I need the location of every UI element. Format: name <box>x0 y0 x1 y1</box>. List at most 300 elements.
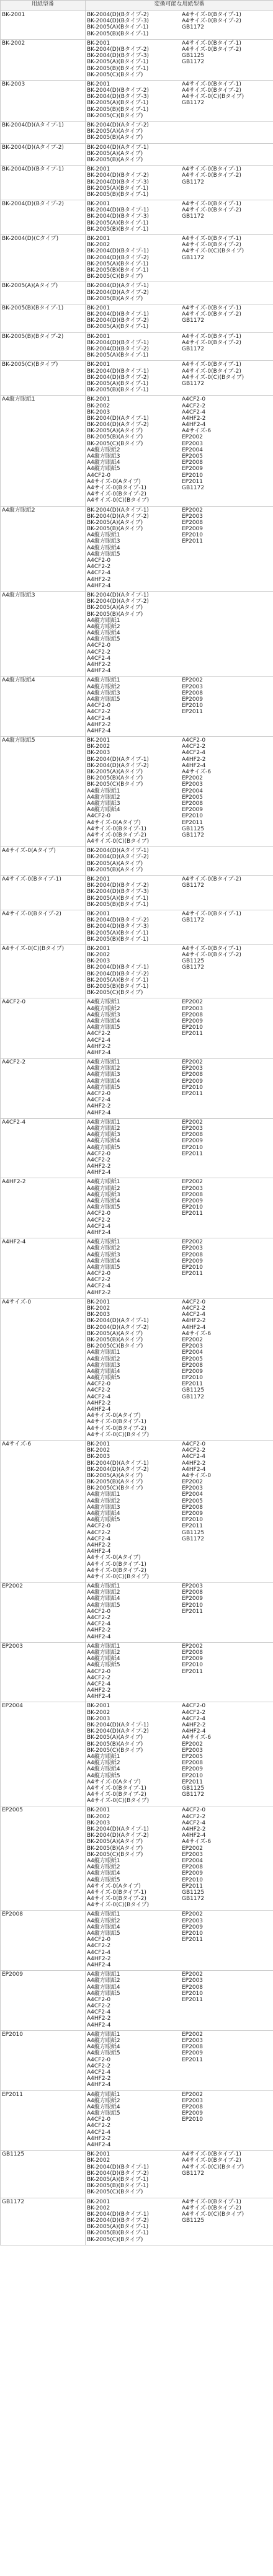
paper-model-cell <box>1 998 86 1059</box>
convertible-model: A4HF2-2 <box>87 2076 111 2082</box>
convertible-cell <box>86 235 273 282</box>
convertible-cell <box>86 910 273 944</box>
convertible-column-left <box>87 122 179 141</box>
convertible-list <box>87 122 272 141</box>
convertible-model: A4縦方眼紙5 <box>87 1772 120 1779</box>
convertible-model: EP2011 <box>182 1381 204 1388</box>
convertible-model: A4縦方眼紙5 <box>87 1602 120 1609</box>
convertible-column-left <box>87 1583 179 1640</box>
convertible-list <box>87 848 272 873</box>
paper-model: A4縦方眼紙2 <box>2 507 35 513</box>
convertible-model: A4HF2-2 <box>87 1163 111 1170</box>
convertible-cell <box>86 1911 273 1971</box>
convertible-model: A4縦方眼紙2 <box>87 1065 120 1072</box>
convertible-model: BK-2004(D)(Aタイプ-1) <box>87 1460 149 1467</box>
convertible-model: BK-2004(D)(Aタイプ-2) <box>87 854 149 861</box>
convertible-column-right <box>179 1441 273 1580</box>
convertible-model: A4縦方眼紙5 <box>87 1930 120 1937</box>
convertible-column-right <box>179 305 273 331</box>
paper-model-cell <box>1 2030 86 2090</box>
convertible-model: A4CF2-0 <box>87 1937 111 1943</box>
convertible-model: A4HF2-4 <box>87 1109 111 1116</box>
convertible-model: A4縦方眼紙4 <box>87 1198 120 1204</box>
convertible-model: A4縦方眼紙4 <box>87 1078 120 1085</box>
convertible-model: EP2004 <box>182 1349 204 1356</box>
convertible-model: GB1172 <box>182 254 205 261</box>
convertible-model: EP2002 <box>182 1479 204 1486</box>
convertible-model: EP2009 <box>182 1924 204 1930</box>
paper-model: A4CF2-2 <box>2 1059 26 1066</box>
convertible-model: BK-2001 <box>87 166 110 173</box>
convertible-model: A4CF2-2 <box>87 2003 111 2010</box>
convertible-model: A4縦方眼紙2 <box>87 446 120 453</box>
convertible-model: A4サイズ-0(Bタイプ-1) <box>182 362 241 368</box>
convertible-model: A4サイズ-6 <box>182 1839 212 1845</box>
convertible-model: EP2008 <box>182 1864 204 1871</box>
convertible-model: EP2009 <box>182 807 204 814</box>
convertible-model: BK-2005(A)(Bタイプ-1) <box>87 100 149 107</box>
convertible-column-right <box>179 848 273 873</box>
convertible-list <box>87 12 272 37</box>
convertible-model: EP2009 <box>182 696 204 703</box>
convertible-model: BK-2004(D)(Aタイプ-1) <box>87 1722 149 1728</box>
convertible-model: A4縦方眼紙5 <box>87 1375 120 1382</box>
table-row <box>1 1238 273 1299</box>
convertible-column-right <box>179 1239 273 1296</box>
convertible-model: BK-2005(A)(Bタイプ-1) <box>87 24 149 31</box>
convertible-cell <box>86 506 273 591</box>
convertible-model: BK-2005(A)(Aタイプ) <box>87 1734 143 1741</box>
convertible-column-left <box>87 1299 179 1438</box>
convertible-model: EP2002 <box>182 677 204 684</box>
convertible-model: EP2009 <box>182 1766 204 1773</box>
convertible-model: GB1172 <box>182 964 205 971</box>
convertible-model: A4縦方眼紙5 <box>87 1876 120 1883</box>
convertible-model: BK-2004(D)(Aタイプ-2) <box>87 1324 149 1331</box>
convertible-model: A4HF2-2 <box>87 2015 111 2022</box>
convertible-model: A4縦方眼紙3 <box>87 1132 120 1139</box>
convertible-model: EP2005 <box>182 453 204 460</box>
convertible-model: A4縦方眼紙1 <box>87 1583 120 1590</box>
convertible-model: A4CF2-4 <box>182 409 206 415</box>
convertible-model: A4縦方眼紙1 <box>87 1643 120 1650</box>
convertible-model: A4CF2-4 <box>182 1454 206 1460</box>
convertible-model: A4CF2-0 <box>87 2056 111 2063</box>
paper-model-cell <box>1 1806 86 1911</box>
paper-model-cell <box>1 1238 86 1299</box>
convertible-model: EP2002 <box>182 1119 204 1126</box>
convertible-model: BK-2005(A)(Bタイプ-1) <box>87 185 149 192</box>
convertible-model: A4サイズ-0(C)(Bタイプ) <box>87 1798 150 1805</box>
convertible-model: EP2008 <box>182 1011 204 1018</box>
paper-model: EP2010 <box>2 2031 24 2038</box>
convertible-model: A4CF2-4 <box>87 1535 111 1542</box>
convertible-model: A4縦方眼紙5 <box>87 636 120 643</box>
convertible-model: EP2008 <box>182 690 204 696</box>
paper-model-cell <box>1 591 86 676</box>
convertible-model: A4サイズ-0(Bタイプ-1) <box>182 2151 241 2158</box>
convertible-column-right <box>179 946 273 997</box>
convertible-model: A4サイズ-0(Bタイプ-1) <box>87 484 146 491</box>
convertible-model: EP2009 <box>182 1018 204 1024</box>
convertible-model: A4縦方眼紙5 <box>87 1517 120 1524</box>
convertible-model: BK-2004(D)(Bタイプ-1) <box>87 339 149 346</box>
convertible-model: A4CF2-4 <box>87 1037 111 1044</box>
convertible-model: BK-2001 <box>87 910 110 917</box>
convertible-column-left <box>87 1239 179 1296</box>
convertible-model: A4縦方眼紙3 <box>87 690 120 696</box>
paper-model: BK-2004(D)(Bタイプ-2) <box>2 201 64 208</box>
convertible-model: A4HF2-4 <box>87 1229 111 1236</box>
convertible-model: A4縦方眼紙3 <box>87 1011 120 1018</box>
convertible-model: EP2002 <box>182 1643 204 1650</box>
convertible-column-right <box>179 1643 273 1700</box>
table-row <box>1 1971 273 2031</box>
convertible-model: A4縦方眼紙3 <box>87 1504 120 1511</box>
paper-model-cell <box>1 847 86 876</box>
convertible-cell <box>86 332 273 361</box>
convertible-column-right <box>179 236 273 280</box>
convertible-column-left <box>87 848 179 873</box>
paper-model: GB1172 <box>2 2198 25 2205</box>
table-row <box>1 282 273 304</box>
convertible-model: A4HF2-4 <box>182 1728 206 1735</box>
convertible-model: BK-2005(B)(Bタイプ-1) <box>87 387 149 394</box>
convertible-model: BK-2004(D)(Aタイプ-1) <box>87 144 149 151</box>
convertible-model: EP2005 <box>182 1753 204 1760</box>
convertible-model: BK-2004(D)(Aタイプ-2) <box>87 1832 149 1839</box>
convertible-model: EP2010 <box>182 1517 204 1524</box>
paper-model-cell <box>1 200 86 235</box>
convertible-model: BK-2005(B)(Aタイプ) <box>87 866 143 873</box>
convertible-list <box>87 201 272 233</box>
convertible-model: EP2011 <box>182 1523 204 1530</box>
convertible-model: BK-2005(C)(Bタイプ) <box>87 112 143 119</box>
convertible-model: A4縦方眼紙4 <box>87 1368 120 1375</box>
convertible-column-right <box>179 1807 273 1908</box>
paper-model-cell <box>1 1440 86 1582</box>
table-row <box>1 1911 273 1971</box>
convertible-model: A4縦方眼紙4 <box>87 807 120 814</box>
convertible-model: A4CF2-0 <box>87 1150 111 1157</box>
convertible-model: BK-2004(D)(Bタイプ-2) <box>87 2170 149 2177</box>
convertible-model: BK-2002 <box>87 1305 110 1312</box>
convertible-model: A4縦方眼紙5 <box>87 1990 120 1997</box>
table-row <box>1 1059 273 1119</box>
convertible-model: EP2002 <box>182 999 204 1006</box>
convertible-column-left <box>87 12 179 37</box>
convertible-model: A4CF2-2 <box>87 709 111 716</box>
convertible-column-right <box>179 2032 273 2089</box>
convertible-model: A4縦方眼紙4 <box>87 630 120 637</box>
convertible-model: A4CF2-4 <box>182 1819 206 1826</box>
convertible-model: EP2010 <box>182 703 204 709</box>
convertible-model: EP2002 <box>182 2091 204 2098</box>
convertible-model: A4縦方眼紙1 <box>87 1059 120 1066</box>
convertible-model: BK-2005(C)(Bタイプ) <box>87 1343 143 1350</box>
convertible-model: EP2009 <box>182 1368 204 1375</box>
convertible-model: BK-2005(C)(Bタイプ) <box>87 71 143 78</box>
convertible-model: BK-2004(D)(Aタイプ-1) <box>87 1318 149 1325</box>
convertible-model: A4縦方眼紙5 <box>87 466 120 473</box>
convertible-model: EP2002 <box>182 1845 204 1852</box>
convertible-model: BK-2005(C)(Bタイプ) <box>87 1747 143 1754</box>
paper-model: A4HF2-2 <box>2 1179 26 1186</box>
convertible-model: BK-2005(C)(Bタイプ) <box>87 990 143 997</box>
convertible-model: A4縦方眼紙2 <box>87 1125 120 1132</box>
table-row <box>1 235 273 282</box>
convertible-model: GB1172 <box>182 380 205 387</box>
convertible-model: BK-2005(B)(Aタイプ) <box>87 611 143 618</box>
convertible-model: A4縦方眼紙1 <box>87 677 120 684</box>
paper-model-cell <box>1 361 86 396</box>
convertible-model: EP2009 <box>182 1258 204 1264</box>
convertible-model: A4サイズ-0(C)(Bタイプ) <box>182 94 244 100</box>
convertible-cell <box>86 591 273 676</box>
convertible-model: GB1172 <box>182 2170 205 2177</box>
convertible-model: A4CF2-0 <box>87 2116 111 2123</box>
convertible-model: EP2008 <box>182 460 204 466</box>
convertible-model: EP2009 <box>182 1596 204 1602</box>
convertible-model: BK-2001 <box>87 1299 110 1305</box>
convertible-model: BK-2002 <box>87 402 110 409</box>
convertible-column-left <box>87 1703 179 1804</box>
convertible-list <box>87 677 272 734</box>
convertible-model: BK-2001 <box>87 1807 110 1814</box>
convertible-column-left <box>87 1441 179 1580</box>
convertible-model: BK-2001 <box>87 1441 110 1447</box>
paper-model: A4サイズ-0(Bタイプ-1) <box>2 876 61 882</box>
convertible-model: EP2003 <box>182 781 204 788</box>
convertible-model: EP2008 <box>182 1251 204 1258</box>
convertible-model: A4サイズ-0(C)(Bタイプ) <box>182 248 244 255</box>
convertible-model: GB1172 <box>182 484 205 491</box>
paper-model: EP2011 <box>2 2091 24 2098</box>
convertible-column-right <box>179 12 273 37</box>
convertible-model: BK-2004(D)(Bタイプ-1) <box>87 2164 149 2170</box>
convertible-model: A4HF2-4 <box>87 727 111 734</box>
convertible-model: A4CF2-2 <box>182 1305 206 1312</box>
convertible-cell <box>86 1440 273 1582</box>
convertible-model: EP2010 <box>182 1024 204 1031</box>
convertible-model: A4CF2-2 <box>182 744 206 750</box>
convertible-model: BK-2004(D)(Bタイプ-3) <box>87 94 149 100</box>
table-row <box>1 876 273 910</box>
convertible-model: A4縦方眼紙1 <box>87 617 120 624</box>
convertible-model: EP2002 <box>182 507 204 513</box>
convertible-list <box>87 1119 272 1176</box>
convertible-model: BK-2005(B)(Bタイプ-1) <box>87 936 149 943</box>
paper-model-cell <box>1 282 86 304</box>
convertible-model: BK-2001 <box>87 236 110 242</box>
convertible-column-right <box>179 283 273 302</box>
convertible-column-right <box>179 1971 273 2028</box>
convertible-model: A4サイズ-0 <box>182 1472 212 1479</box>
convertible-model: BK-2004(D)(Bタイプ-3) <box>87 889 149 895</box>
convertible-model: BK-2005(A)(Aタイプ) <box>87 428 143 435</box>
convertible-list <box>87 283 272 302</box>
convertible-model: A4CF2-2 <box>87 2123 111 2130</box>
convertible-model: EP2003 <box>182 513 204 520</box>
convertible-model: BK-2004(D)(Bタイプ-3) <box>87 18 149 25</box>
convertible-cell <box>86 1059 273 1119</box>
convertible-model: A4サイズ-0(Bタイプ-2) <box>182 172 241 179</box>
convertible-model: EP2004 <box>182 788 204 794</box>
paper-model: BK-2005(B)(Bタイプ-1) <box>2 304 64 311</box>
convertible-model: A4サイズ-0(C)(Bタイプ) <box>182 374 244 381</box>
convertible-model: EP2008 <box>182 1760 204 1767</box>
convertible-list <box>87 1807 272 1908</box>
convertible-model: A4HF2-2 <box>87 662 111 668</box>
convertible-model: BK-2005(A)(Aタイプ) <box>87 605 143 611</box>
convertible-model: BK-2002 <box>87 2205 110 2211</box>
convertible-model: A4HF2-4 <box>182 762 206 769</box>
convertible-list <box>87 1299 272 1438</box>
convertible-model: BK-2005(A)(Bタイプ-1) <box>87 380 149 387</box>
convertible-model: A4サイズ-0(Aタイプ) <box>87 1555 141 1561</box>
convertible-list <box>87 81 272 119</box>
convertible-model: A4HF2-2 <box>87 1955 111 1962</box>
table-row <box>1 910 273 944</box>
convertible-list <box>87 2199 272 2243</box>
convertible-column-right <box>179 334 273 359</box>
convertible-column-right <box>179 1703 273 1804</box>
convertible-model: A4縦方眼紙4 <box>87 1766 120 1773</box>
convertible-model: BK-2001 <box>87 1703 110 1710</box>
convertible-model: A4縦方眼紙5 <box>87 1144 120 1151</box>
table-row <box>1 332 273 361</box>
convertible-model: BK-2005(C)(Bタイプ) <box>87 1485 143 1492</box>
convertible-model: EP2010 <box>182 1930 204 1937</box>
convertible-column-right <box>179 1119 273 1176</box>
convertible-model: A4サイズ-0(Bタイプ-1) <box>182 40 241 47</box>
convertible-model: BK-2004(D)(Bタイプ-2) <box>87 87 149 94</box>
convertible-model: EP2008 <box>182 1649 204 1656</box>
header-convertible: 変換可能な用紙型番 <box>86 1 273 11</box>
convertible-cell <box>86 304 273 332</box>
convertible-model: BK-2005(B)(Bタイプ-1) <box>87 30 149 37</box>
convertible-cell <box>86 847 273 876</box>
table-row <box>1 2030 273 2090</box>
convertible-list <box>87 144 272 164</box>
convertible-model: BK-2004(D)(Aタイプ-1) <box>87 756 149 763</box>
convertible-model: EP2003 <box>182 1583 204 1590</box>
convertible-model: A4サイズ-0(Bタイプ-2) <box>182 311 241 318</box>
convertible-model: A4HF2-4 <box>182 1466 206 1473</box>
convertible-column-left <box>87 305 179 331</box>
convertible-model: BK-2005(A)(Bタイプ-1) <box>87 260 149 267</box>
convertible-model: EP2008 <box>182 2103 204 2110</box>
convertible-model: A4サイズ-0(Aタイプ) <box>87 478 141 485</box>
convertible-column-right <box>179 362 273 393</box>
convertible-model: A4CF2-4 <box>87 1097 111 1104</box>
convertible-column-left <box>87 1971 179 2028</box>
convertible-model: A4縦方眼紙2 <box>87 1185 120 1192</box>
convertible-model: EP2003 <box>182 1065 204 1072</box>
convertible-model: A4CF2-4 <box>182 1715 206 1722</box>
table-row <box>1 1298 273 1440</box>
convertible-model: BK-2004(D)(Bタイプ-3) <box>87 923 149 930</box>
convertible-model: BK-2004(D)(Bタイプ-1) <box>87 207 149 214</box>
convertible-model: BK-2004(D)(Bタイプ-3) <box>87 213 149 220</box>
convertible-model: EP2003 <box>182 2097 204 2104</box>
convertible-model: A4CF2-0 <box>182 1299 206 1305</box>
convertible-model: EP2004 <box>182 446 204 453</box>
convertible-list <box>87 592 272 674</box>
table-row <box>1 122 273 144</box>
convertible-model: EP2011 <box>182 1996 204 2003</box>
convertible-model: EP2009 <box>182 466 204 473</box>
table-row <box>1 1440 273 1582</box>
convertible-model: A4CF2-2 <box>87 1529 111 1536</box>
convertible-model: EP2009 <box>182 2050 204 2057</box>
convertible-model: A4CF2-4 <box>87 1621 111 1628</box>
convertible-cell <box>86 1583 273 1643</box>
convertible-model: GB1125 <box>182 1387 205 1394</box>
convertible-model: BK-2005(A)(Bタイプ-1) <box>87 977 149 984</box>
convertible-model: BK-2004(D)(Bタイプ-2) <box>87 172 149 179</box>
convertible-model: BK-2002 <box>87 1813 110 1820</box>
convertible-cell <box>86 122 273 144</box>
paper-model: EP2004 <box>2 1703 24 1710</box>
convertible-model: A4HF2-2 <box>87 1043 111 1050</box>
convertible-model: A4CF2-0 <box>182 1703 206 1710</box>
convertible-model: EP2011 <box>182 819 204 826</box>
convertible-cell <box>86 2198 273 2245</box>
convertible-cell <box>86 1971 273 2031</box>
convertible-column-left <box>87 201 179 233</box>
convertible-model: EP2008 <box>182 1984 204 1991</box>
convertible-model: A4サイズ-0(Bタイプ-2) <box>182 876 241 882</box>
convertible-model: A4HF2-4 <box>87 2082 111 2089</box>
convertible-model: A4HF2-2 <box>87 721 111 728</box>
convertible-model: A4縦方眼紙1 <box>87 1349 120 1356</box>
convertible-model: A4サイズ-0(Bタイプ-2) <box>87 832 146 838</box>
convertible-column-left <box>87 737 179 845</box>
convertible-model: BK-2002 <box>87 744 110 750</box>
paper-model-cell <box>1 506 86 591</box>
convertible-model: BK-2004(D)(Aタイプ-1) <box>87 848 149 855</box>
convertible-model: BK-2001 <box>87 333 110 340</box>
table-row <box>1 361 273 396</box>
convertible-model: A4縦方眼紙5 <box>87 2050 120 2057</box>
convertible-model: A4縦方眼紙2 <box>87 623 120 630</box>
convertible-model: BK-2005(B)(Bタイプ-1) <box>87 267 149 273</box>
convertible-model: A4HF2-4 <box>87 1548 111 1555</box>
convertible-model: BK-2004(D)(Bタイプ-2) <box>87 882 149 889</box>
convertible-model: EP2003 <box>182 1005 204 1012</box>
table-row <box>1 396 273 506</box>
convertible-model: BK-2005(B)(Bタイプ-1) <box>87 2183 149 2190</box>
convertible-list <box>87 1441 272 1580</box>
convertible-cell <box>86 1178 273 1238</box>
convertible-model: EP2002 <box>182 1911 204 1918</box>
table-row <box>1 944 273 998</box>
convertible-column-left <box>87 946 179 997</box>
convertible-model: A4CF2-4 <box>87 1283 111 1290</box>
paper-model: A4CF2-4 <box>2 1119 26 1126</box>
convertible-model: EP2003 <box>182 440 204 447</box>
convertible-model: A4縦方眼紙5 <box>87 696 120 703</box>
convertible-cell <box>86 396 273 506</box>
convertible-model: A4縦方眼紙1 <box>87 2091 120 2098</box>
convertible-cell <box>86 944 273 998</box>
paper-model: BK-2002 <box>2 40 25 47</box>
convertible-column-left <box>87 999 179 1056</box>
paper-model: A4サイズ-0(C)(Bタイプ) <box>2 945 65 952</box>
convertible-model: BK-2002 <box>87 1447 110 1454</box>
table-row <box>1 1118 273 1178</box>
